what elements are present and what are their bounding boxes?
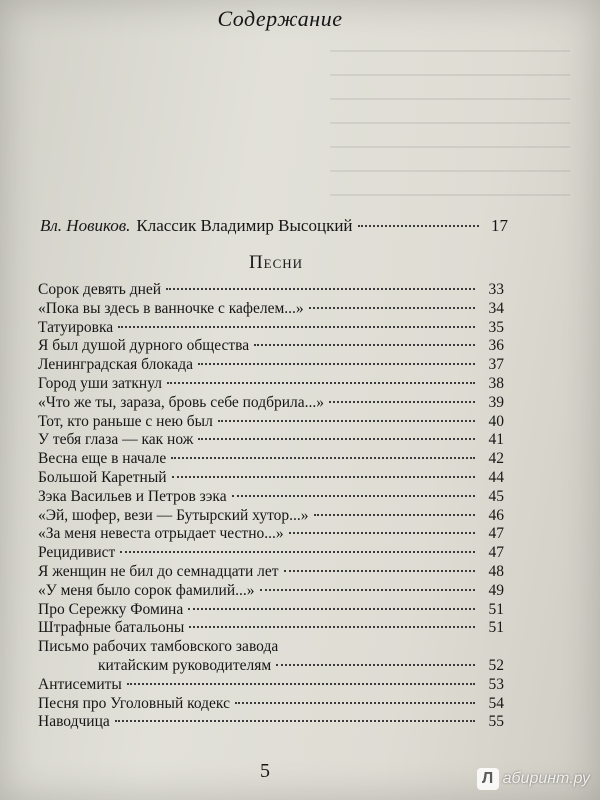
- dot-leader: [329, 401, 475, 403]
- toc-entry: [38, 337, 504, 356]
- toc-entry-title: Ленинградская блокада: [38, 356, 194, 374]
- toc-entry-title-continuation: китайским руководителям: [98, 656, 272, 674]
- toc-entry-page: 47: [488, 525, 504, 543]
- toc-entry-page: 45: [488, 487, 504, 505]
- toc-entry-title: У тебя глаза — как нож: [38, 431, 194, 449]
- dot-leader: [172, 476, 475, 478]
- toc-entry-title: Я женщин не бил до семнадцати лет: [38, 562, 279, 580]
- toc-entry-page: 38: [488, 374, 504, 392]
- toc-entry: [38, 488, 504, 507]
- toc-entry-first-line: [38, 638, 504, 657]
- intro-entry: [40, 216, 508, 236]
- toc-entry-title: «Что же ты, зараза, бровь себе подбрила...»: [38, 393, 325, 411]
- toc-entry: [38, 601, 504, 620]
- toc-entry-page: 48: [488, 562, 504, 580]
- toc-entry-title: «Эй, шофер, вези — Бутырский хутор...»: [38, 506, 309, 524]
- toc-entry-title: Письмо рабочих тамбовского завода: [38, 638, 279, 656]
- toc-entry: [38, 507, 504, 526]
- toc-entry-page: 34: [488, 299, 504, 317]
- toc-entry: [38, 281, 504, 300]
- toc-entry-page: 55: [488, 713, 504, 731]
- toc-entry: [38, 431, 504, 450]
- toc-entry-title: Наводчица: [38, 713, 110, 731]
- dot-leader: [276, 664, 475, 666]
- toc-entry-page: 41: [488, 431, 504, 449]
- toc-entry-page: 47: [488, 544, 504, 562]
- toc-entry: [38, 394, 504, 413]
- toc-entry-page: 37: [488, 356, 504, 374]
- toc-entry-page: 49: [488, 581, 504, 599]
- dot-leader: [198, 363, 475, 365]
- dot-leader: [289, 532, 475, 534]
- toc-entry-title: Я был душой дурного общества: [38, 337, 250, 355]
- dot-leader: [167, 382, 475, 384]
- labirint-logo-icon: Л: [477, 768, 499, 790]
- toc-entry-page: 53: [488, 675, 504, 693]
- toc-entry-title: Весна еще в начале: [38, 450, 167, 468]
- dot-leader: [127, 683, 475, 685]
- intro-page-number: 17: [491, 216, 508, 235]
- dot-leader: [314, 514, 475, 516]
- toc-entry-title: Тот, кто раньше с нею был: [38, 412, 213, 430]
- toc-entry-continuation: [38, 657, 504, 676]
- page-number: 5: [260, 760, 270, 782]
- dot-leader: [232, 495, 475, 497]
- toc-entry-title: Песня про Уголовный кодекс: [38, 694, 230, 712]
- toc-entry-page: 35: [488, 318, 504, 336]
- toc-entry-title: Антисемиты: [38, 675, 122, 693]
- toc-entry: [38, 695, 504, 714]
- intro-author: Вл. Новиков.: [40, 216, 131, 235]
- dot-leader: [218, 420, 475, 422]
- bleed-through-text: [330, 50, 570, 210]
- toc-entry: [38, 450, 504, 469]
- dot-leader: [171, 457, 475, 459]
- dot-leader: [189, 626, 475, 628]
- dot-leader: [118, 326, 475, 328]
- toc-entry: [38, 356, 504, 375]
- toc-entry-page: 46: [488, 506, 504, 524]
- toc-entry: [38, 469, 504, 488]
- toc-entry-page: 54: [488, 694, 504, 712]
- dot-leader: [188, 608, 475, 610]
- toc-entry-title: Город уши заткнул: [38, 374, 163, 392]
- toc-entry-page: 36: [488, 337, 504, 355]
- toc-entry-page: 40: [488, 412, 504, 430]
- toc-entry: [38, 544, 504, 563]
- toc-entry: [38, 319, 504, 338]
- toc-entry-title: «Пока вы здесь в ванночке с кафелем...»: [38, 299, 304, 317]
- dot-leader: [115, 720, 475, 722]
- toc-entry: [38, 713, 504, 732]
- page-title: Содержание: [217, 6, 343, 31]
- toc-entry-title: Зэка Васильев и Петров зэка: [38, 487, 227, 505]
- dot-leader: [260, 589, 475, 591]
- toc-entry-title: «У меня было сорок фамилий...»: [38, 581, 255, 599]
- dot-leader: [235, 702, 475, 704]
- toc-entry-page: 51: [488, 619, 504, 637]
- toc-entry-title: Рецидивист: [38, 544, 116, 562]
- dot-leader: [309, 307, 475, 309]
- toc-entry-title: Большой Каретный: [38, 468, 167, 486]
- dot-leader: [198, 438, 475, 440]
- toc-entry: [38, 563, 504, 582]
- toc-entry-title: Сорок девять дней: [38, 281, 162, 298]
- toc-entry-page: 42: [488, 450, 504, 468]
- toc-entry: [38, 582, 504, 601]
- toc-entry: [38, 300, 504, 319]
- dot-leader: [284, 570, 475, 572]
- dot-leader: [166, 288, 475, 290]
- toc-entry-title: Татуировка: [38, 318, 114, 336]
- toc-entry-page: 33: [488, 281, 504, 298]
- toc-entry: [38, 413, 504, 432]
- dot-leader: [120, 551, 475, 553]
- toc-entry-title: Про Сережку Фомина: [38, 600, 184, 618]
- section-title: Песни: [248, 252, 304, 273]
- toc-entry-page: 51: [488, 600, 504, 618]
- toc-entry-page: 39: [488, 393, 504, 411]
- toc-list: [38, 281, 504, 732]
- toc-entry: [38, 525, 504, 544]
- toc-entry-title: «За меня невеста отрыдает честно...»: [38, 525, 284, 543]
- toc-entry-page: 52: [488, 656, 504, 674]
- toc-entry-page: 44: [488, 468, 504, 486]
- toc-entry: [38, 676, 504, 695]
- watermark-text: абиринт.ру: [502, 770, 590, 787]
- watermark: [477, 768, 590, 790]
- toc-entry-title: Штрафные батальоны: [38, 619, 185, 637]
- dot-leader: [358, 225, 479, 227]
- toc-entry: [38, 619, 504, 638]
- toc-entry: [38, 375, 504, 394]
- intro-title: Классик Владимир Высоцкий: [136, 216, 353, 235]
- dot-leader: [254, 344, 475, 346]
